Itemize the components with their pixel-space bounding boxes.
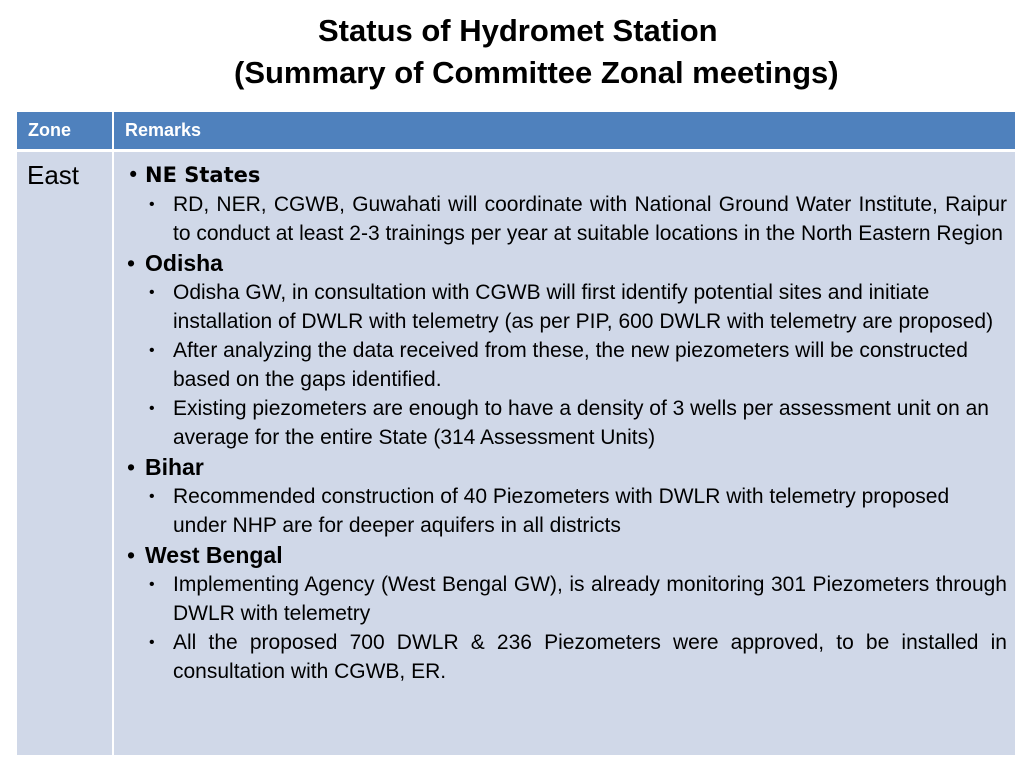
list-item: • Recommended construction of 40 Piezometers with DWLR with telemetry proposed under NHP are for deeper aquifers in all districts xyxy=(121,482,1007,540)
slide-title xyxy=(0,10,1024,94)
list-item: • All the proposed 700 DWLR & 236 Piezometers were approved, to be installed in consultation with CGWB, ER. xyxy=(121,628,1007,686)
title-line-1: Status of Hydromet Station xyxy=(318,13,718,48)
table-header xyxy=(17,112,1015,149)
header-remarks: Remarks xyxy=(125,120,202,140)
title-line-2: (Summary of Committee Zonal meetings) xyxy=(234,55,839,90)
header-zone: Zone xyxy=(28,120,71,140)
zone-cell: East xyxy=(27,160,80,190)
status-table xyxy=(17,112,1015,755)
section-heading-bihar: • Bihar xyxy=(121,452,1007,482)
list-item: • Existing piezometers are enough to have a density of 3 wells per assessment unit on an average for the entire State (314 Assessment Units) xyxy=(121,394,1007,452)
section-heading-ne-states: • NE States xyxy=(121,160,1007,190)
column-divider xyxy=(112,152,114,755)
list-item: • Odisha GW, in consultation with CGWB will first identify potential sites and initiate installation of DWLR with telemetry (as per PIP, 600 DWLR with telemetry are proposed) xyxy=(121,278,1007,336)
remarks-cell xyxy=(121,160,1007,686)
section-heading-west-bengal: • West Bengal xyxy=(121,540,1007,570)
section-heading-odisha: • Odisha xyxy=(121,248,1007,278)
list-item: • Implementing Agency (West Bengal GW), is already monitoring 301 Piezometers through DWLR with telemetry xyxy=(121,570,1007,628)
list-item: • RD, NER, CGWB, Guwahati will coordinate with National Ground Water Institute, Raipur to conduct at least 2-3 trainings per year at suitable locations in the North Eastern Region xyxy=(121,190,1007,248)
list-item: • After analyzing the data received from these, the new piezometers will be constructed based on the gaps identified. xyxy=(121,336,1007,394)
table-row xyxy=(17,152,1015,755)
